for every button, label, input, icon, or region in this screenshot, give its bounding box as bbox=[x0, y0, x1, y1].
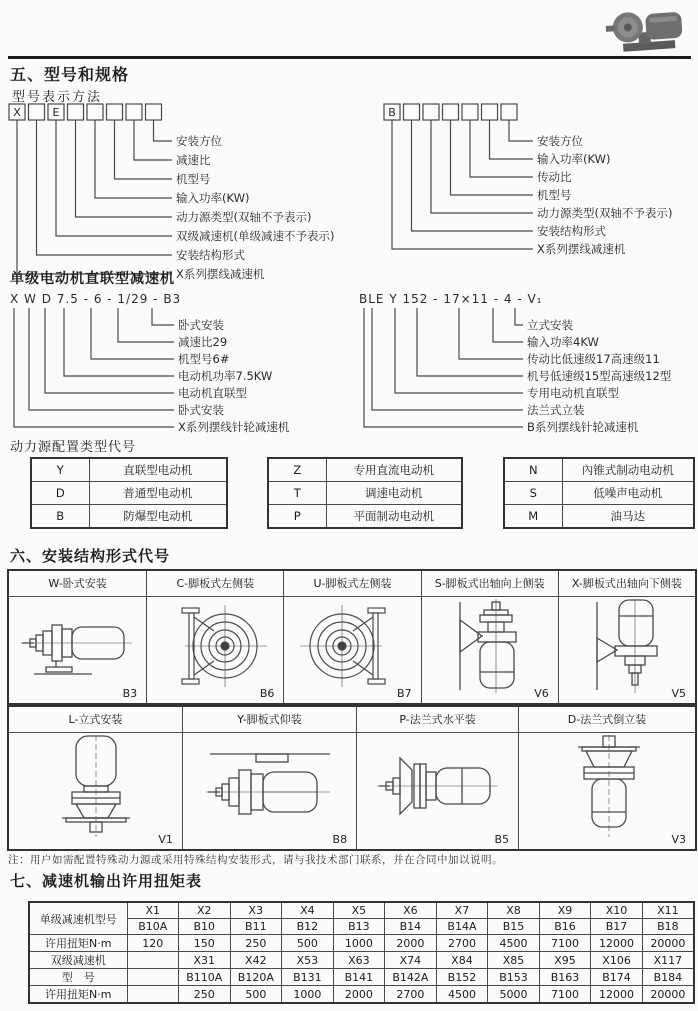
tree-label: 动力源类型(双轴不予表示) bbox=[537, 206, 673, 220]
torque-cell: 20000 bbox=[642, 935, 694, 952]
code-cell: P bbox=[268, 505, 326, 529]
desc-cell: 內锥式制动电动机 bbox=[562, 458, 694, 482]
code-cell: S bbox=[504, 482, 562, 505]
desc-cell: 平面制动电动机 bbox=[326, 505, 462, 529]
model-method-label: 型号表示方法 bbox=[12, 90, 103, 105]
mounting-code: V3 bbox=[671, 833, 686, 846]
mounting-header: U-脚板式左侧装 bbox=[283, 571, 420, 596]
power-source-table-1 bbox=[30, 457, 228, 529]
tree-label: 安装结构形式 bbox=[176, 248, 245, 262]
torque-table bbox=[28, 901, 695, 1004]
torque-cell: 7100 bbox=[539, 986, 591, 1004]
double-b-cell: B110A bbox=[179, 969, 231, 986]
double-b-cell: B153 bbox=[488, 969, 540, 986]
tree-label: 输入功率(KW) bbox=[537, 152, 611, 166]
code-cell: M bbox=[504, 505, 562, 529]
top-divider bbox=[8, 56, 691, 59]
v1-vertical-illustration bbox=[40, 734, 150, 838]
desc-cell: 防爆型电动机 bbox=[89, 505, 227, 529]
tree-label: B系列摆线针轮减速机 bbox=[527, 420, 639, 434]
mounting-header: D-法兰式倒立装 bbox=[518, 707, 695, 732]
b-series-model-tree bbox=[383, 103, 698, 268]
x-model-cell: X8 bbox=[488, 902, 540, 919]
tree-label: 法兰式立装 bbox=[527, 403, 585, 417]
b5-flange-illustration bbox=[376, 746, 500, 826]
b-model-cell: B10A bbox=[127, 919, 179, 935]
double-x-cell: X85 bbox=[488, 952, 540, 969]
double-x-cell: X106 bbox=[591, 952, 643, 969]
tree-label: 动力源类型(双轴不予表示) bbox=[176, 210, 312, 224]
mounting-cell-v6 bbox=[421, 597, 558, 703]
power-source-heading: 动力源配置类型代号 bbox=[10, 440, 137, 455]
b3-horizontal-illustration bbox=[20, 615, 136, 677]
tree-label: 传动比低速级17高速级11 bbox=[527, 352, 660, 366]
double-x-cell: X95 bbox=[539, 952, 591, 969]
b-model-cell: B12 bbox=[282, 919, 334, 935]
mounting-header-row-2 bbox=[9, 705, 695, 733]
mounting-header: Y-脚板式仰装 bbox=[182, 707, 356, 732]
tree-label: 减速比 bbox=[176, 153, 211, 167]
mounting-header: C-脚板式左侧装 bbox=[146, 571, 283, 596]
tree-label: X系列摆线减速机 bbox=[176, 267, 265, 281]
b7-front-illustration bbox=[296, 603, 408, 689]
b-model-cell: B10 bbox=[179, 919, 231, 935]
code-cell: B bbox=[31, 505, 89, 529]
desc-cell: 低噪声电动机 bbox=[562, 482, 694, 505]
v6-vertical-illustration bbox=[438, 598, 542, 694]
tree-label: 立式安装 bbox=[527, 318, 573, 332]
double-b-cell: B174 bbox=[591, 969, 643, 986]
torque-cell: 5000 bbox=[488, 986, 540, 1004]
double-b-cell: B142A bbox=[385, 969, 437, 986]
torque-cell: 7100 bbox=[539, 935, 591, 952]
desc-cell: 调速电动机 bbox=[326, 482, 462, 505]
note-text: 注：用户如需配置特殊动力源或采用特殊结构安装形式，请与我技术部门联系，并在合同中加以说明。 bbox=[8, 854, 503, 866]
mounting-cell-b3 bbox=[9, 597, 146, 703]
mounting-cell-b7 bbox=[283, 597, 420, 703]
torque-cell: 2000 bbox=[385, 935, 437, 952]
x-model-cell: X9 bbox=[539, 902, 591, 919]
mounting-header: L-立式安装 bbox=[68, 713, 123, 726]
mounting-cell-v5 bbox=[558, 597, 695, 703]
torque-cell: 2000 bbox=[333, 986, 385, 1004]
mounting-cell-b5 bbox=[356, 733, 518, 849]
torque-cell: 4500 bbox=[488, 935, 540, 952]
tree-label: 减速比29 bbox=[178, 335, 228, 349]
mounting-header: X-脚板式出轴向下侧装 bbox=[558, 571, 695, 596]
table-row bbox=[29, 952, 694, 969]
tree-label: 安装方位 bbox=[176, 134, 222, 148]
table-row bbox=[29, 919, 694, 935]
mounting-header: S-脚板式出轴向上侧装 bbox=[421, 571, 558, 596]
table-row bbox=[29, 969, 694, 986]
double-b-cell bbox=[127, 969, 179, 986]
power-source-table-2 bbox=[267, 457, 463, 529]
tree-label: X系列摆线减速机 bbox=[537, 242, 626, 256]
torque-cell: 150 bbox=[179, 935, 231, 952]
double-x-cell: X74 bbox=[385, 952, 437, 969]
b-model-cell: B17 bbox=[591, 919, 643, 935]
torque-cell: 4500 bbox=[436, 986, 488, 1004]
tree-label: 机号低速级15型高速级12型 bbox=[527, 369, 672, 383]
mounting-body-row-1 bbox=[9, 597, 695, 705]
tree-label: 安装结构形式 bbox=[537, 224, 606, 238]
x-model-cell: X10 bbox=[591, 902, 643, 919]
xwd-example-tree bbox=[8, 291, 353, 441]
mounting-code: B5 bbox=[494, 833, 509, 846]
tree-label: 卧式安装 bbox=[178, 318, 224, 332]
tree-label: 机型号 bbox=[176, 172, 211, 186]
tree-label: 电动机功率7.5KW bbox=[178, 369, 273, 383]
b-model-cell: B16 bbox=[539, 919, 591, 935]
box-letter-b: B bbox=[388, 106, 396, 119]
double-b-cell: B184 bbox=[642, 969, 694, 986]
x-model-cell: X7 bbox=[436, 902, 488, 919]
tree-label: 电动机直联型 bbox=[178, 386, 247, 400]
tree-label: 输入功率(KW) bbox=[176, 191, 250, 205]
section6-title: 六、安装结构形式代号 bbox=[10, 547, 171, 565]
v3-inverted-illustration bbox=[552, 734, 662, 838]
torque-cell: 1000 bbox=[333, 935, 385, 952]
v5-vertical-illustration bbox=[575, 598, 679, 694]
row-label-model: 型 号 bbox=[29, 969, 127, 986]
tree-label: 卧式安装 bbox=[178, 403, 224, 417]
torque-cell: 120 bbox=[127, 935, 179, 952]
double-x-cell: X31 bbox=[179, 952, 231, 969]
b-model-cell: B13 bbox=[333, 919, 385, 935]
row-label-double: 双级减速机 bbox=[29, 952, 127, 969]
b-model-cell: B18 bbox=[642, 919, 694, 935]
b8-ceiling-illustration bbox=[204, 744, 334, 828]
row-label-single: 单级减速机型号 bbox=[29, 902, 127, 935]
mounting-code: V6 bbox=[534, 687, 549, 700]
double-x-cell: X117 bbox=[642, 952, 694, 969]
tree-label: 传动比 bbox=[537, 170, 572, 184]
tree-label: 专用电动机直联型 bbox=[527, 386, 619, 400]
torque-cell: 500 bbox=[230, 986, 282, 1004]
desc-cell: 油马达 bbox=[562, 505, 694, 529]
box-letter-e: E bbox=[52, 106, 60, 119]
x-model-cell: X6 bbox=[385, 902, 437, 919]
section7-title: 七、减速机输出许用扭矩表 bbox=[10, 872, 203, 890]
torque-cell: 2700 bbox=[436, 935, 488, 952]
section5-title: 五、型号和规格 bbox=[10, 65, 130, 84]
torque-cell: 500 bbox=[282, 935, 334, 952]
torque-cell: 250 bbox=[230, 935, 282, 952]
x-model-cell: X1 bbox=[127, 902, 179, 919]
row-label-torque1: 许用扭矩N·m bbox=[29, 935, 127, 952]
desc-cell: 普通型电动机 bbox=[89, 482, 227, 505]
mounting-code: V1 bbox=[158, 833, 173, 846]
code-cell: T bbox=[268, 482, 326, 505]
mounting-code: V5 bbox=[671, 687, 686, 700]
torque-cell: 12000 bbox=[591, 986, 643, 1004]
mounting-body-row-2 bbox=[9, 733, 695, 849]
mounting-code: B8 bbox=[332, 833, 348, 846]
tree-label: 输入功率4KW bbox=[527, 335, 599, 349]
table-row bbox=[29, 935, 694, 952]
table-row bbox=[29, 986, 694, 1004]
x-model-cell: X5 bbox=[333, 902, 385, 919]
tree-label: 安装方位 bbox=[537, 134, 583, 148]
double-x-cell: X84 bbox=[436, 952, 488, 969]
mounting-code: B3 bbox=[122, 687, 138, 700]
gear-motor-photo bbox=[602, 2, 694, 56]
mounting-cell-b6 bbox=[146, 597, 283, 703]
torque-cell: 1000 bbox=[282, 986, 334, 1004]
double-x-cell: X53 bbox=[282, 952, 334, 969]
torque-cell: 250 bbox=[179, 986, 231, 1004]
b-model-cell: B14A bbox=[436, 919, 488, 935]
b-model-cell: B15 bbox=[488, 919, 540, 935]
desc-cell: 专用直流电动机 bbox=[326, 458, 462, 482]
x-model-cell: X4 bbox=[282, 902, 334, 919]
power-source-table-3 bbox=[503, 457, 695, 529]
mounting-header-row-1 bbox=[9, 571, 695, 597]
mounting-cell-v3 bbox=[518, 733, 695, 849]
double-b-cell: B131 bbox=[282, 969, 334, 986]
double-b-cell: B163 bbox=[539, 969, 591, 986]
double-x-cell: X63 bbox=[333, 952, 385, 969]
b6-front-illustration bbox=[159, 603, 271, 689]
code-cell: D bbox=[31, 482, 89, 505]
mounting-header: W-卧式安装 bbox=[48, 577, 107, 590]
box-letter-x: X bbox=[13, 106, 21, 119]
desc-cell: 直联型电动机 bbox=[89, 458, 227, 482]
b-model-cell: B14 bbox=[385, 919, 437, 935]
x-model-cell: X3 bbox=[230, 902, 282, 919]
torque-cell: 2700 bbox=[385, 986, 437, 1004]
x-series-model-tree bbox=[8, 103, 358, 285]
ble-example-tree bbox=[355, 291, 698, 441]
code-cell: Z bbox=[268, 458, 326, 482]
x-model-cell: X2 bbox=[179, 902, 231, 919]
mounting-cell-b8 bbox=[182, 733, 356, 849]
single-stage-title: 单级电动机直联型减速机 bbox=[10, 271, 175, 287]
xwd-model-code: X W D 7.5 - 6 - 1/29 - B3 bbox=[10, 292, 182, 306]
row-label-torque2: 许用扭矩N·m bbox=[29, 986, 127, 1004]
table-row bbox=[29, 902, 694, 919]
double-x-cell bbox=[127, 952, 179, 969]
mounting-table bbox=[7, 569, 697, 851]
code-cell: Y bbox=[31, 458, 89, 482]
mounting-cell-v1 bbox=[9, 733, 182, 849]
double-b-cell: B152 bbox=[436, 969, 488, 986]
torque-cell: 20000 bbox=[642, 986, 694, 1004]
b-model-cell: B11 bbox=[230, 919, 282, 935]
torque-cell bbox=[127, 986, 179, 1004]
mounting-code: B6 bbox=[259, 687, 275, 700]
double-b-cell: B141 bbox=[333, 969, 385, 986]
torque-cell: 12000 bbox=[591, 935, 643, 952]
mounting-header: P-法兰式水平装 bbox=[356, 707, 518, 732]
mounting-code: B7 bbox=[397, 687, 412, 700]
tree-label: 双级减速机(单级减速不予表示) bbox=[176, 229, 335, 243]
tree-label: 机型号6# bbox=[178, 352, 230, 366]
tree-label: 机型号 bbox=[537, 188, 572, 202]
double-b-cell: B120A bbox=[230, 969, 282, 986]
double-x-cell: X42 bbox=[230, 952, 282, 969]
code-cell: N bbox=[504, 458, 562, 482]
tree-label: X系列摆线针轮减速机 bbox=[178, 420, 290, 434]
ble-model-code: BLE Y 152 - 17×11 - 4 - V₁ bbox=[359, 292, 543, 306]
x-model-cell: X11 bbox=[642, 902, 694, 919]
